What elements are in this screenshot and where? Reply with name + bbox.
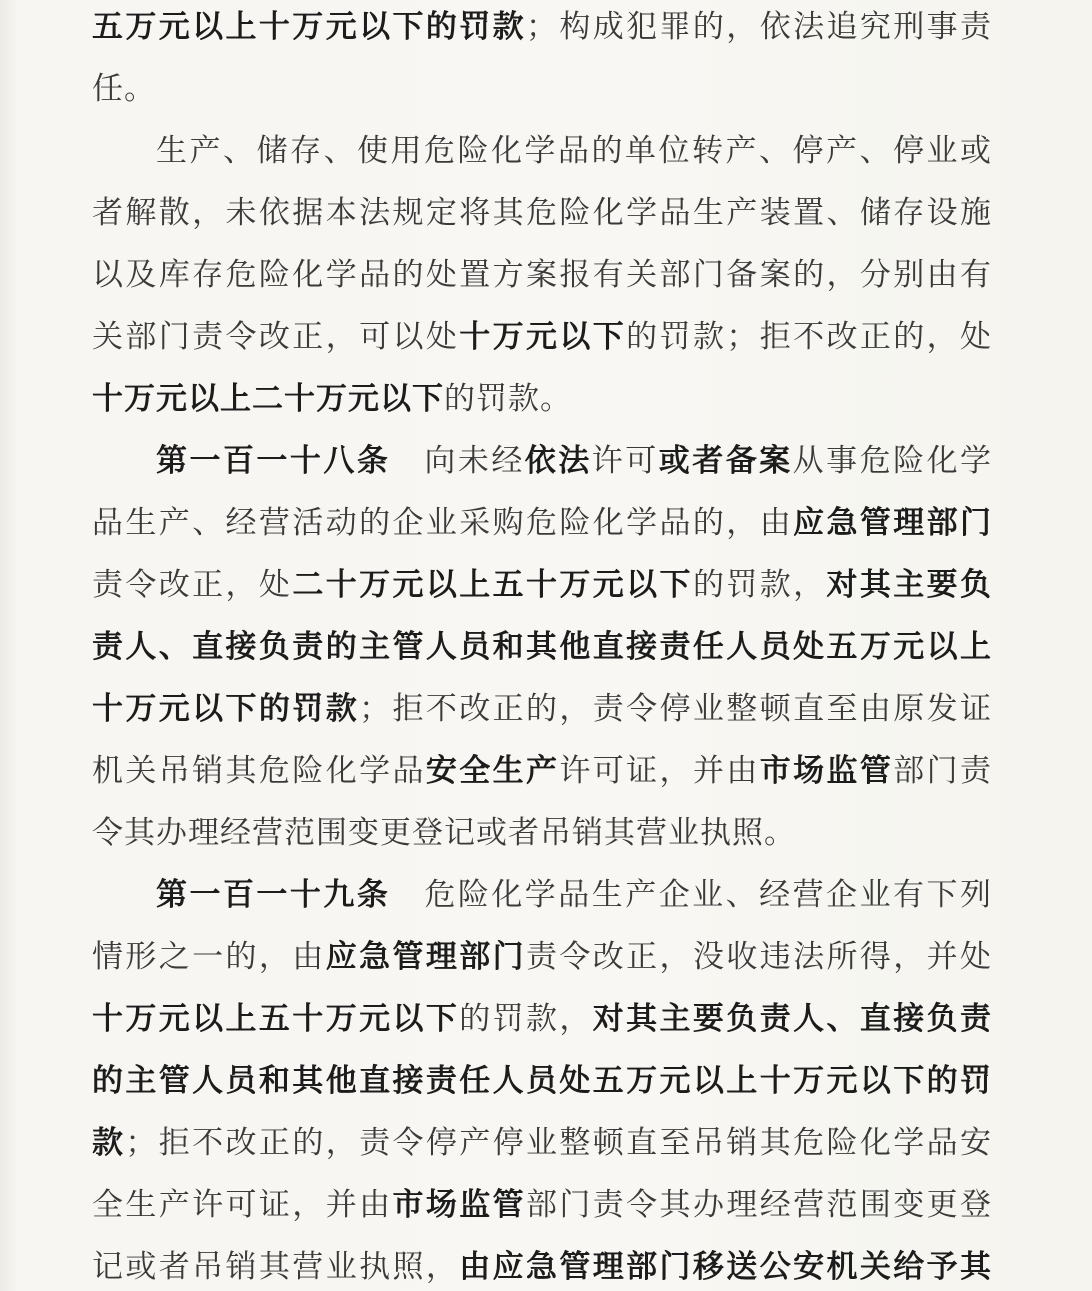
text-line bbox=[92, 802, 992, 864]
text-run-bold: 安全生产 bbox=[425, 753, 560, 789]
text-line bbox=[92, 306, 992, 368]
text-run-bold: 款 bbox=[92, 1125, 126, 1161]
text-run: 情形之一的，由 bbox=[92, 939, 326, 975]
text-run-bold: 或者备案 bbox=[658, 443, 793, 479]
text-line bbox=[92, 926, 992, 988]
text-line bbox=[92, 492, 992, 554]
text-run-bold: 由应急管理部门移送公安机关给予其 bbox=[459, 1249, 993, 1285]
text-run: 从事危险化学 bbox=[792, 443, 993, 479]
text-run: 责令改正，处 bbox=[92, 567, 293, 603]
text-run: 部门责令其办理经营范围变更登 bbox=[526, 1187, 993, 1223]
text-run-bold: 对其主要负 bbox=[826, 567, 993, 603]
text-run: 者解散，未依据本法规定将其危险化学品生产装置、储存设施 bbox=[92, 195, 992, 231]
text-run-bold: 十万元以下 bbox=[459, 319, 627, 355]
text-run-bold: 应急管理部门 bbox=[793, 505, 993, 541]
text-line bbox=[92, 1236, 992, 1291]
text-run: 许可 bbox=[591, 443, 659, 479]
text-run: 全生产许可证，并由 bbox=[92, 1187, 393, 1223]
text-run-bold: 依法 bbox=[524, 443, 592, 479]
text-line bbox=[92, 1174, 992, 1236]
text-run: 关部门责令改正，可以处 bbox=[92, 319, 460, 355]
text-run-bold: 二十万元以上五十万元以下 bbox=[292, 567, 693, 603]
text-line bbox=[92, 244, 992, 306]
text-line bbox=[92, 740, 992, 802]
text-run-bold: 的主管人员和其他直接责任人员处五万元以上十万元以下的罚 bbox=[92, 1063, 992, 1099]
text-run-bold: 十万元以下的罚款 bbox=[92, 691, 360, 727]
text-run: ；拒不改正的，责令停业整顿直至由原发证 bbox=[359, 691, 992, 727]
text-run-bold: 十万元以上五十万元以下 bbox=[92, 1001, 460, 1037]
text-line bbox=[92, 0, 992, 58]
text-run-bold: 应急管理部门 bbox=[325, 939, 527, 975]
text-run-bold: 五万元以上十万元以下的罚款 bbox=[92, 9, 526, 45]
article-number: 第一百一十九条 bbox=[156, 877, 391, 913]
text-run: 机关吊销其危险化学品 bbox=[92, 753, 426, 789]
text-run: 品生产、经营活动的企业采购危险化学品的，由 bbox=[92, 505, 794, 541]
text-line bbox=[92, 1112, 992, 1174]
text-run: 任。 bbox=[92, 71, 156, 107]
text-run-bold: 市场监管 bbox=[392, 1187, 527, 1223]
text-line bbox=[92, 678, 992, 740]
text-run: 许可证，并由 bbox=[559, 753, 760, 789]
text-run: 以及库存危险化学品的处置方案报有关部门备案的，分别由有 bbox=[92, 257, 992, 293]
text-run: 的罚款。 bbox=[444, 381, 572, 417]
text-line bbox=[92, 616, 992, 678]
text-line bbox=[92, 58, 992, 120]
law-text-body bbox=[92, 0, 992, 1291]
text-run: ；构成犯罪的，依法追究刑事责 bbox=[526, 9, 992, 45]
article-number: 第一百一十八条 bbox=[156, 443, 391, 479]
article-118-heading-line bbox=[92, 430, 992, 492]
text-line bbox=[92, 368, 992, 430]
text-run: 部门责 bbox=[893, 753, 993, 789]
text-run: 向未经 bbox=[424, 443, 525, 479]
article-119-heading-line bbox=[92, 864, 992, 926]
text-run: 记或者吊销其营业执照， bbox=[92, 1249, 460, 1285]
text-run-bold: 责人、直接负责的主管人员和其他直接责任人员处五万元以上 bbox=[92, 629, 992, 665]
text-run: 责令改正，没收违法所得，并处 bbox=[526, 939, 993, 975]
text-run: 的罚款， bbox=[459, 1001, 593, 1037]
paragraph-start-line bbox=[92, 120, 992, 182]
text-run-bold: 市场监管 bbox=[759, 753, 894, 789]
text-run: 的罚款；拒不改正的，处 bbox=[626, 319, 993, 355]
text-line bbox=[92, 988, 992, 1050]
text-line bbox=[92, 1050, 992, 1112]
text-run: 令其办理经营范围变更登记或者吊销其营业执照。 bbox=[92, 815, 796, 851]
text-run: 生产、储存、使用危险化学品的单位转产、停产、停业或 bbox=[156, 133, 992, 169]
text-run: 危险化学品生产企业、经营企业有下列 bbox=[424, 877, 993, 913]
text-run-bold: 十万元以上二十万元以下 bbox=[92, 381, 444, 417]
text-line bbox=[92, 554, 992, 616]
text-line bbox=[92, 182, 992, 244]
text-run: ；拒不改正的，责令停产停业整顿直至吊销其危险化学品安 bbox=[125, 1125, 993, 1161]
text-run-bold: 对其主要负责人、直接负责 bbox=[592, 1001, 993, 1037]
text-run: 的罚款， bbox=[692, 567, 827, 603]
